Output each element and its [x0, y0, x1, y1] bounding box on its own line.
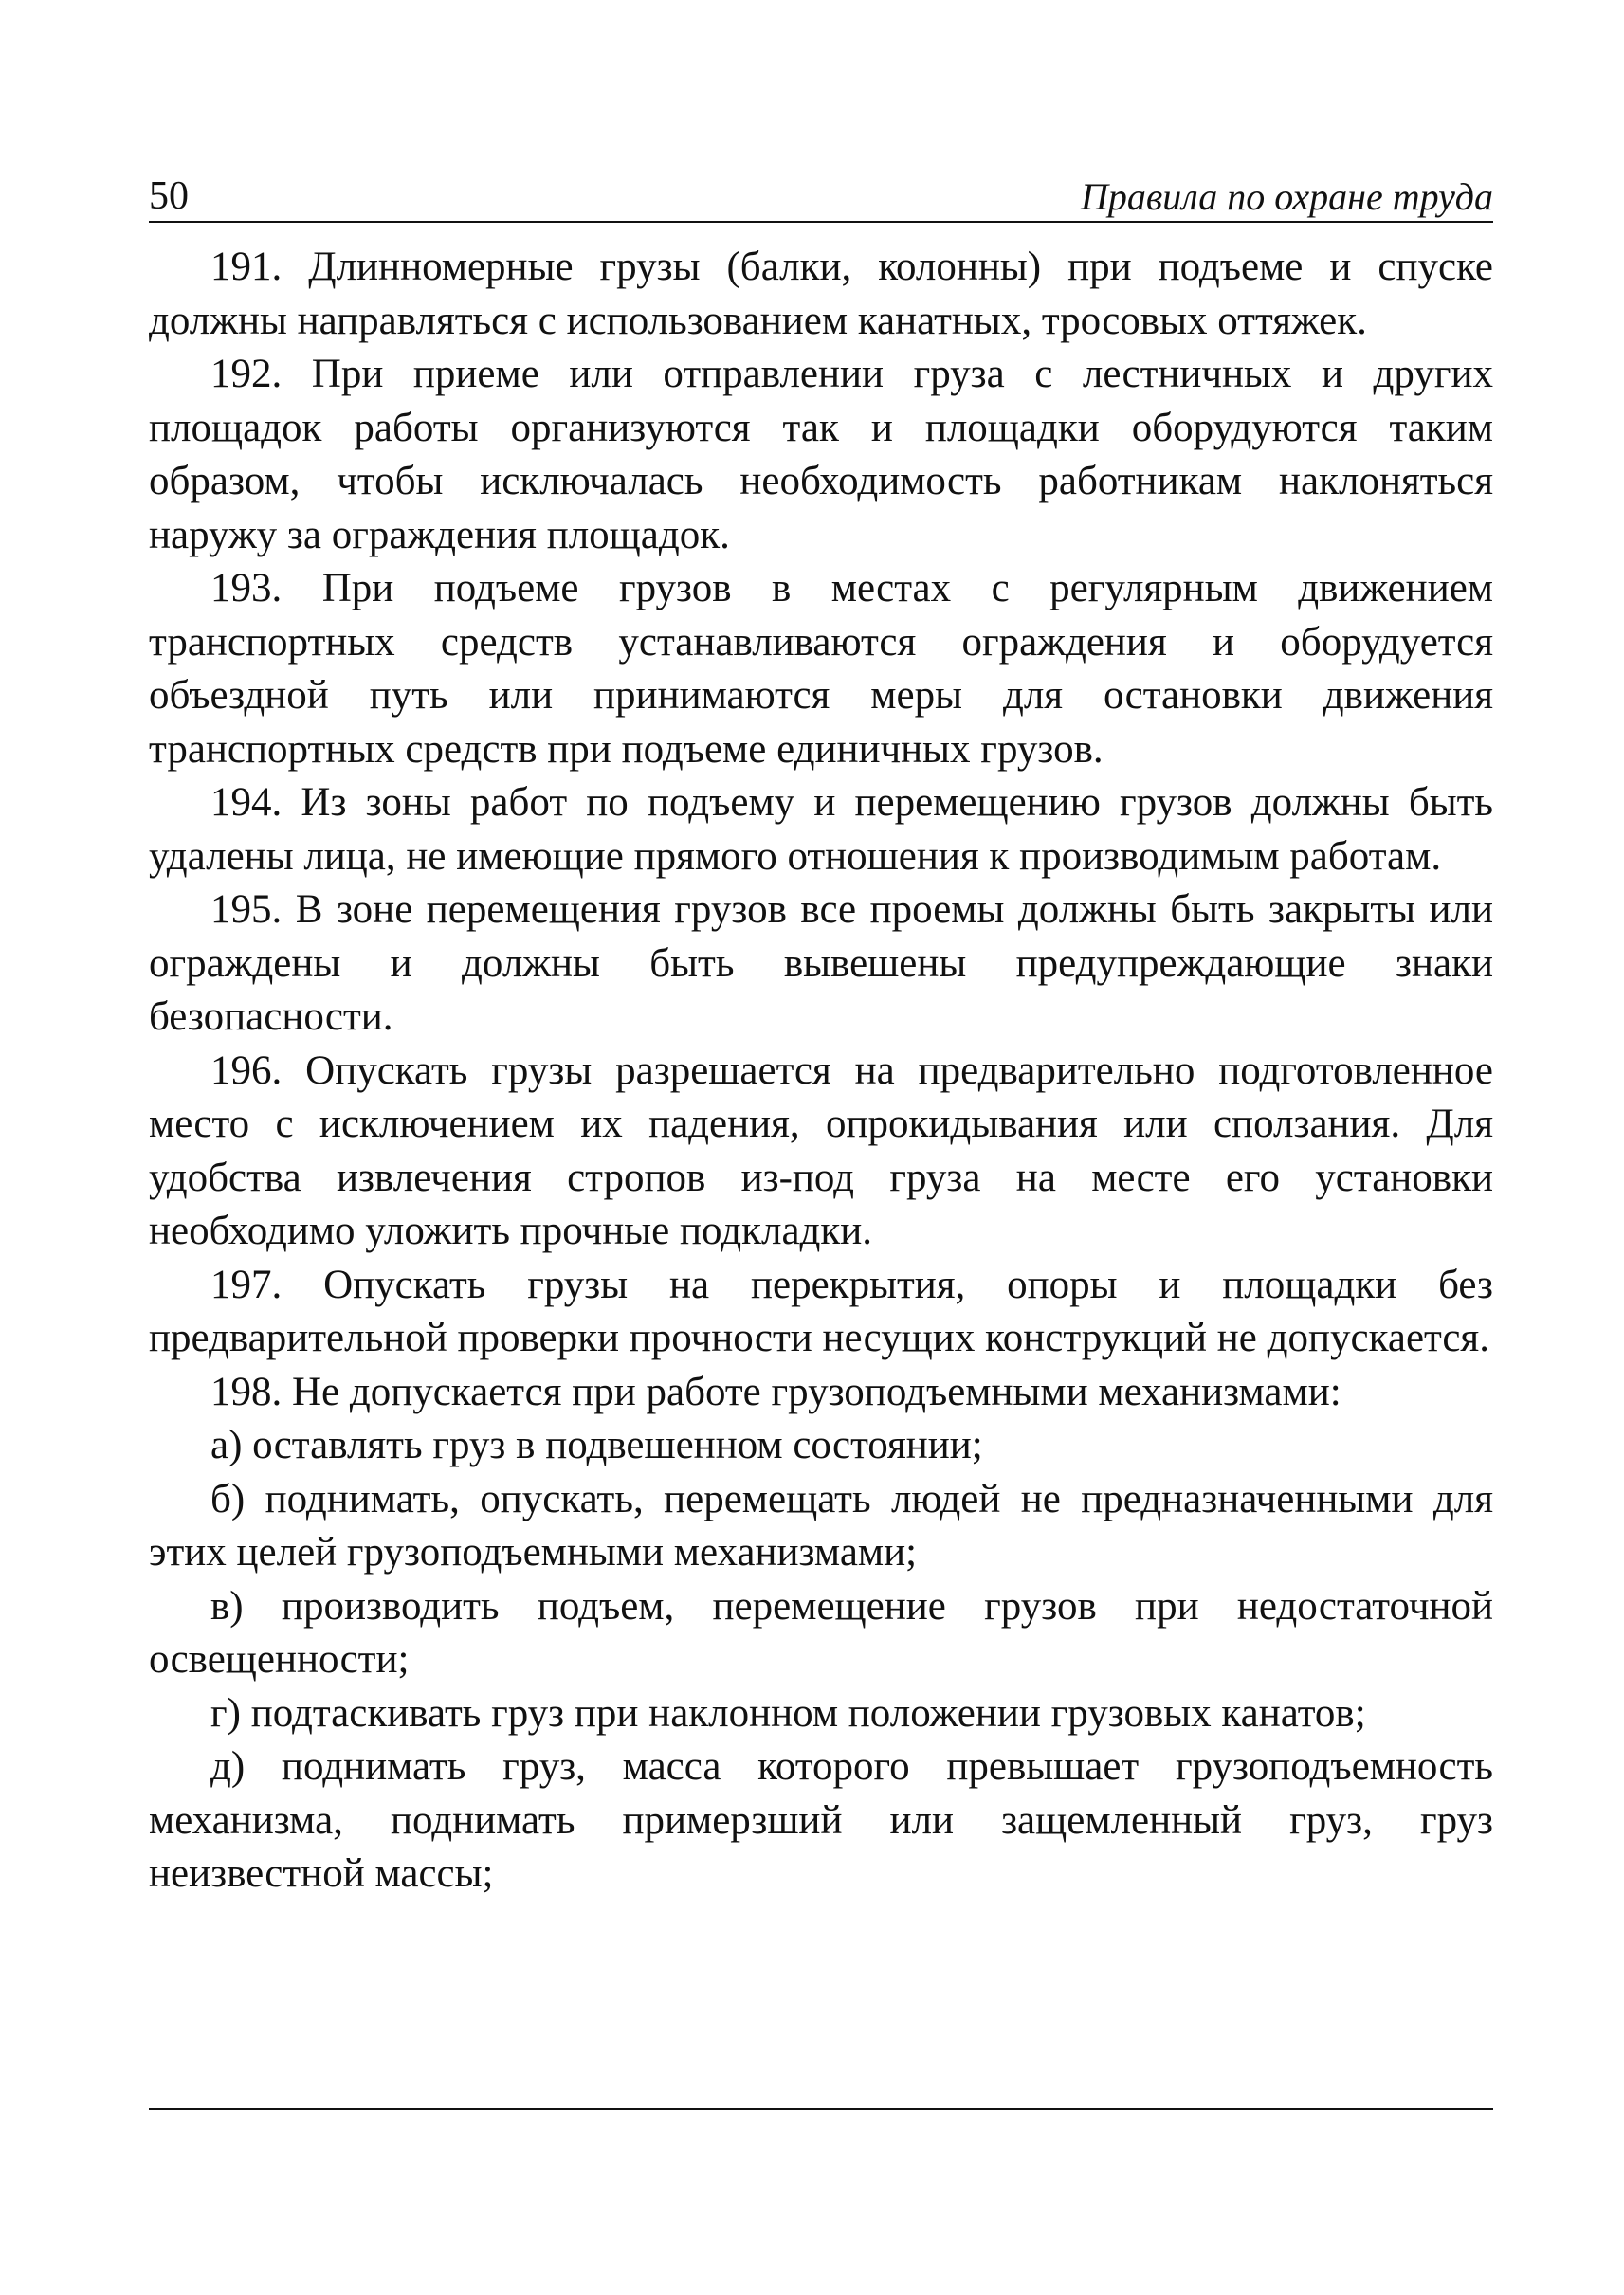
page-body: [149, 241, 1493, 1902]
paragraph-196: 196. Опускать грузы разрешается на предварительно подготовленное место с исключением их падения, опрокидывания или сползания. Для удобства извлечения стропов из-под груза на месте его установки необходимо уложить прочные подкладки.: [149, 1047, 1493, 1253]
page-number: 50: [149, 174, 189, 218]
list-item-g: г) подтаскивать груз при наклонном положении грузовых канатов;: [210, 1690, 1366, 1736]
paragraph-192: 192. При приеме или отправлении груза с лестничных и других площадок работы организуются так и площадки оборудуются таким образом, чтобы исключалась необходимость работникам наклоняться наружу за ограждения площадок.: [149, 352, 1493, 557]
paragraph-198: 198. Не допускается при работе грузоподъемными механизмами:: [210, 1369, 1341, 1414]
list-item-a: а) оставлять груз в подвешенном состоянии;: [210, 1423, 983, 1467]
paragraph-194: 194. Из зоны работ по подъему и перемещению грузов должны быть удалены лица, не имеющие прямого отношения к производимым работам.: [149, 780, 1493, 879]
paragraph-193: 193. При подъеме грузов в местах с регулярным движением транспортных средств устанавливаются ограждения и оборудуется объездной путь или принимаются меры для остановки движения транспортных средств при подъеме единичных грузов.: [149, 566, 1493, 772]
running-title: Правила по охране труда: [1081, 175, 1493, 218]
bottom-rule: [149, 2108, 1493, 2110]
list-item-v: в) производить подъем, перемещение грузов при недостаточной освещенности;: [149, 1583, 1493, 1682]
header-rule: [149, 221, 1493, 223]
paragraph-191: 191. Длинномерные грузы (балки, колонны) при подъеме и спуске должны направляться с использованием канатных, тросовых оттяжек.: [149, 245, 1493, 343]
list-item-d: д) поднимать груз, масса которого превышает грузоподъемность механизма, поднимать примерзший или защемленный груз, груз неизвестной массы;: [149, 1744, 1493, 1896]
page-header: [149, 169, 1493, 222]
list-item-b: б) поднимать, опускать, перемещать людей не предназначенными для этих целей грузоподъемными механизмами;: [149, 1476, 1493, 1575]
paragraph-197: 197. Опускать грузы на перекрытия, опоры и площадки без предварительной проверки прочности несущих конструкций не допускается.: [149, 1262, 1493, 1360]
paragraph-195: 195. В зоне перемещения грузов все проемы должны быть закрыты или ограждены и должны быть вывешены предупреждающие знаки безопасности.: [149, 887, 1493, 1039]
